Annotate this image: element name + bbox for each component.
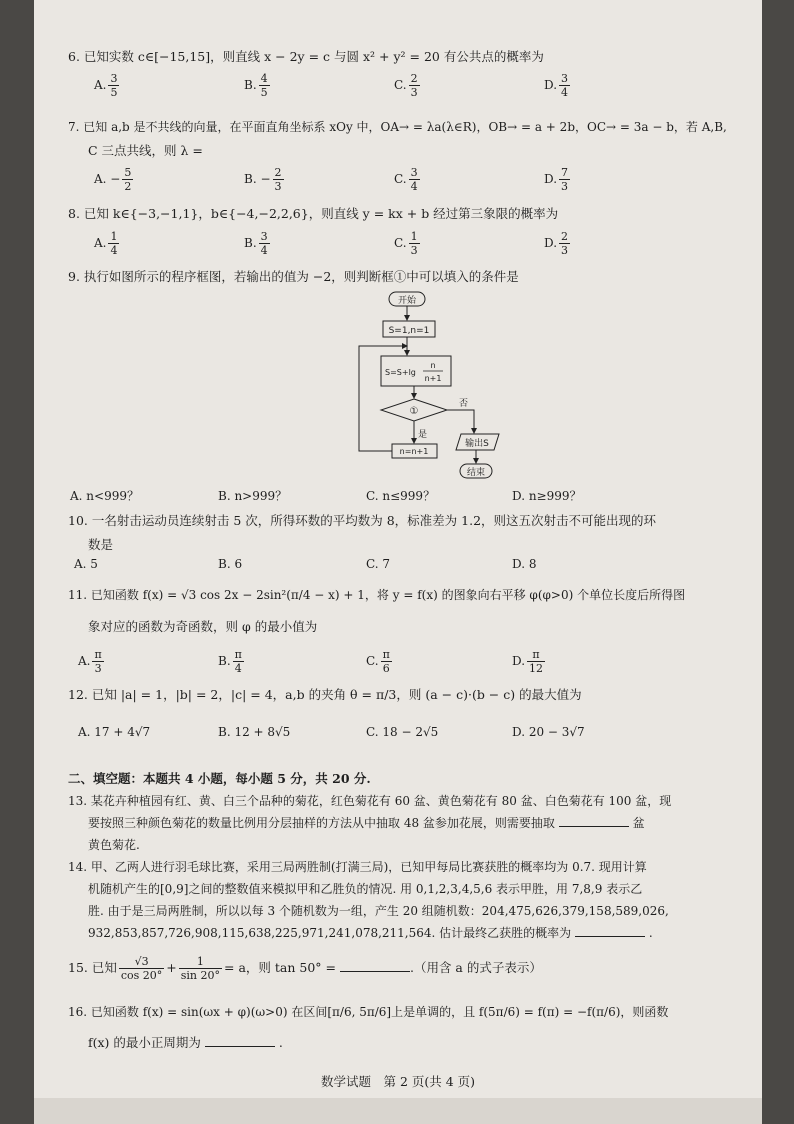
- question-9-stem: 9. 执行如图所示的程序框图，若输出的值为 −2，则判断框①中可以填入的条件是: [68, 269, 519, 284]
- question-13-line3: 黄色菊花.: [88, 838, 140, 852]
- q6-option-c: C. $\frac{2}{3}$: [394, 72, 418, 99]
- question-16-line1: 16. 已知函数 f(x) = sin(ωx + φ)(ω>0) 在区间[π/6, 5π/6]上是单调的，且 f(5π/6) = f(π) = −f(π/6)，则函数: [68, 1005, 669, 1019]
- page-bottom-strip: [34, 1098, 762, 1124]
- q9-option-a: A. n<999？: [70, 489, 139, 503]
- q10-option-b: B. 6: [218, 557, 243, 571]
- question-8-stem: 8. 已知 k∈{−3,−1,1}，b∈{−4,−2,2,6}，则直线 y = kx + b 经过第三象限的概率为: [68, 206, 559, 221]
- q7-option-a: A. − $\frac{5}{2}$: [94, 166, 132, 193]
- question-11-cont: 象对应的函数为奇函数，则 φ 的最小值为: [88, 619, 318, 634]
- question-7-stem: 7. 已知 a,b 是不共线的向量，在平面直角坐标系 xOy 中，OA→ = λa(λ∈R)，OB→ = a + 2b，OC→ = 3a − b，若 A,B,: [68, 120, 727, 134]
- answer-blank-14[interactable]: [575, 924, 645, 937]
- question-16-line2: f(x) 的最小正周期为 .: [88, 1035, 283, 1050]
- q12-option-b: B. 12 + 8√5: [218, 725, 291, 739]
- page-footer: 数学试题 第 2 页(共 4 页): [320, 1074, 476, 1089]
- flow-condition-label: ①: [409, 406, 419, 417]
- question-14-line3: 胜. 由于是三局两胜制，所以以每 3 个随机数为一组，产生 20 组随机数：204,475,626,379,158,589,026,: [88, 904, 669, 918]
- question-13-line2: 要按照三种颜色菊花的数量比例用分层抽样的方法从中抽取 48 盆参加花展，则需要抽取 盆: [88, 816, 645, 830]
- question-10-cont: 数是: [88, 537, 114, 552]
- q7-option-b: B. − $\frac{2}{3}$: [244, 166, 282, 193]
- flow-body-frac-n: n: [430, 361, 436, 370]
- question-14-line1: 14. 甲、乙两人进行羽毛球比赛，采用三局两胜制(打满三局)，已知甲每局比赛获胜的概率均为 0.7. 现用计算: [68, 860, 647, 874]
- flow-increment-label: n=n+1: [399, 447, 429, 456]
- q9-option-c: C. n≤999？: [366, 489, 436, 503]
- flow-output-label: 输出S: [465, 439, 489, 449]
- flow-body-label: S=S+lg: [385, 368, 416, 377]
- question-7-cont: C 三点共线，则 λ =: [88, 143, 203, 158]
- question-11-stem: 11. 已知函数 f(x) = √3 cos 2x − 2sin²(π/4 − x) + 1，将 y = f(x) 的图象向右平移 φ(φ>0) 个单位长度后所得图: [68, 588, 686, 602]
- flow-yes-label: 是: [418, 430, 428, 440]
- flow-no-label: 否: [459, 399, 469, 409]
- question-13-line1: 13. 某花卉种植园有红、黄、白三个品种的菊花，红色菊花有 60 盆、黄色菊花有 80 盆、白色菊花有 100 盆，现: [68, 794, 672, 808]
- q9-option-b: B. n>999？: [218, 489, 288, 503]
- q8-option-a: A. $\frac{1}{4}$: [94, 230, 118, 257]
- q9-option-d: D. n≥999？: [512, 489, 582, 503]
- q6-option-b: B. $\frac{4}{5}$: [244, 72, 268, 99]
- question-14-line2: 机随机产生的[0,9]之间的整数值来模拟甲和乙胜负的情况. 用 0,1,2,3,4,5,6 表示甲胜，用 7,8,9 表示乙: [88, 882, 643, 896]
- q8-option-d: D. $\frac{2}{3}$: [544, 230, 569, 257]
- answer-blank-15[interactable]: [340, 959, 410, 972]
- flow-init-label: S=1,n=1: [388, 326, 430, 336]
- q11-option-b: B. $\frac{\pi}{4}$: [218, 648, 242, 675]
- flow-start-label: 开始: [397, 296, 417, 306]
- question-12-stem: 12. 已知 |a| = 1，|b| = 2，|c| = 4，a,b 的夹角 θ = π/3，则 (a − c)·(b − c) 的最大值为: [68, 687, 582, 702]
- q11-option-a: A. $\frac{\pi}{3}$: [78, 648, 102, 675]
- section-2-heading: 二、填空题：本题共 4 小题，每小题 5 分，共 20 分.: [68, 771, 371, 786]
- flow-end-label: 结束: [466, 468, 486, 478]
- answer-blank-13[interactable]: [559, 814, 629, 827]
- flowchart: [319, 288, 519, 482]
- q6-option-d: D. $\frac{3}{4}$: [544, 72, 569, 99]
- exam-page: [34, 0, 762, 1124]
- q10-option-d: D. 8: [512, 557, 537, 571]
- q12-option-d: D. 20 − 3√7: [512, 725, 585, 739]
- question-6-stem: 6. 已知实数 c∈[−15,15]，则直线 x − 2y = c 与圆 x² + y² = 20 有公共点的概率为: [68, 49, 544, 64]
- q11-option-c: C. $\frac{\pi}{6}$: [366, 648, 390, 675]
- question-15-line1: 15. 已知 $\frac{√3}{\cos 20^\circ}$ + $\frac{1}{\sin 20^\circ}$ = a，则 tan 50° = .（用含 a 的式子表示）: [68, 955, 542, 982]
- question-14-line4: 932,853,857,726,908,115,638,225,971,241,078,211,564. 估计最终乙获胜的概率为 .: [88, 926, 653, 940]
- q7-option-d: D. $\frac{7}{3}$: [544, 166, 569, 193]
- answer-blank-16[interactable]: [205, 1034, 275, 1047]
- q10-option-a: A. 5: [74, 557, 98, 571]
- q7-option-c: C. $\frac{3}{4}$: [394, 166, 418, 193]
- q8-option-c: C. $\frac{1}{3}$: [394, 230, 418, 257]
- q12-option-a: A. 17 + 4√7: [78, 725, 151, 739]
- q6-option-a: A. $\frac{3}{5}$: [94, 72, 118, 99]
- q10-option-c: C. 7: [366, 557, 391, 571]
- flow-body-frac-d: n+1: [424, 374, 442, 383]
- q11-option-d: D. $\frac{\pi}{12}$: [512, 648, 544, 675]
- q8-option-b: B. $\frac{3}{4}$: [244, 230, 268, 257]
- q12-option-c: C. 18 − 2√5: [366, 725, 439, 739]
- question-10-stem: 10. 一名射击运动员连续射击 5 次，所得环数的平均数为 8，标准差为 1.2，则这五次射击不可能出现的环: [68, 513, 657, 528]
